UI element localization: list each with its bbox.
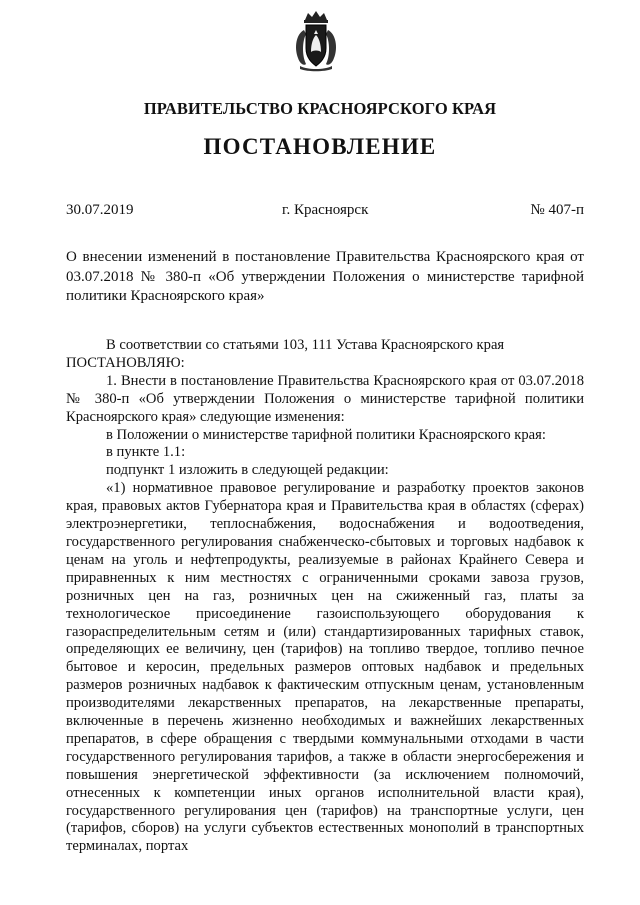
paragraph-3: в пункте 1.1:: [106, 444, 186, 461]
government-title: ПРАВИТЕЛЬСТВО КРАСНОЯРСКОГО КРАЯ: [143, 99, 497, 118]
coat-of-arms-icon: [292, 8, 340, 72]
intro-paragraph: В соответствии со статьями 103, 111 Устава Красноярского края: [106, 337, 505, 353]
document-subject: О внесении изменений в постановление Правительства Красноярского края от 03.07.2018 № 380-п «Об утверждении Положения о министерстве тарифной политики Красноярского края»: [66, 249, 584, 304]
resolve-word: ПОСТАНОВЛЯЮ:: [66, 354, 185, 371]
document-body: [66, 337, 584, 856]
paragraph-4: подпункт 1 изложить в следующей редакции:: [106, 462, 389, 479]
document-city: г. Красноярск: [282, 202, 369, 218]
paragraph-2: в Положении о министерстве тарифной политики Красноярского края:: [106, 426, 546, 443]
paragraph-1: 1. Внести в постановление Правительства Красноярского края от 03.07.2018 № 380-п «Об утверждении Положения о министерстве тарифной политики Красноярского края» следующие изменения:: [66, 372, 584, 425]
document-number: № 407-п: [530, 202, 584, 218]
document-type: ПОСТАНОВЛЕНИЕ: [203, 134, 437, 159]
document-date: 30.07.2019: [66, 202, 134, 218]
paragraph-5: «1) нормативное правовое регулирование и разработку проектов законов края, правовых актов Губернатора края и Правительства края в областях (сферах) электроэнергетики, теплоснабжения, водоснабжения и водоотведения, государственного регулирования снабженческо-сбытовых и торговых надбавок к ценам на уголь и нефтепродукты, реализуемые в районах Крайнего Севера и приравненных к ним местностях с ограниченными сроками завоза грузов, розничных цен на газ, розничных цен на сжиженный газ, платы за технологическое присоединение газоиспользующего оборудования к газораспределительным сетям и (или) стандартизированных тарифных ставок, определяющих ее величину, цен (тарифов) на топливо твердое, топливо печное бытовое и керосин, предельных размеров оптовых надбавок и предельных размеров розничных надбавок к фактическим отпускным ценам, установленным производителями лекарственных препаратов, на лекарственные препараты, включенные в перечень жизненно необходимых и важнейших лекарственных препаратов, в сфере обращения с твердыми коммунальными отходами в части государственного регулирования тарифов, а также в области энергосбережения и повышения энергетической эффективности (за исключением полномочий, отнесенных к компетенции иных органов исполнительной власти края), государственного регулирования цен (тарифов) на транспортные услуги, цен (тарифов, сборов) на услуги субъектов естественных монополий в транспортных терминалах, портах: [66, 480, 584, 855]
